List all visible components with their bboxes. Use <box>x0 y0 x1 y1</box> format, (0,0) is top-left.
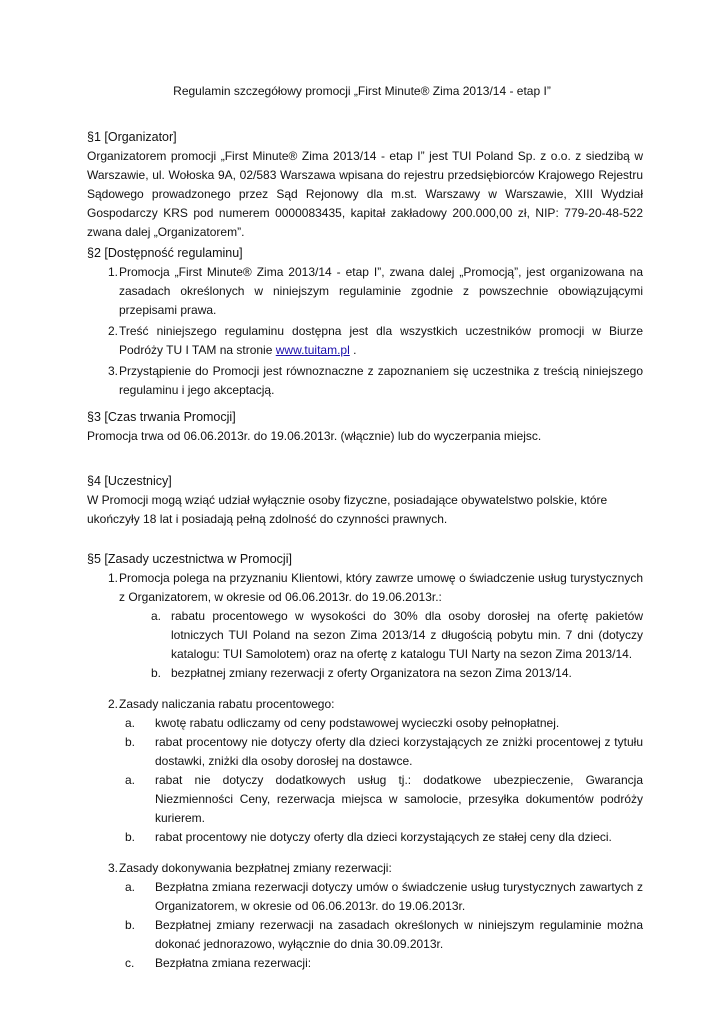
sub-text: bezpłatnej zmiany rezerwacji z oferty Organizatora na sezon Zima 2013/14. <box>171 666 572 680</box>
sub-letter: b. <box>125 918 136 932</box>
section-heading: §4 [Uczestnicy] <box>87 474 172 488</box>
list-text: Promocja polega na przyznaniu Klientowi, który zawrze umowę o świadczenie usług turystycznych z Organizatorem, w okresie od 06.06.2013r. do 19.06.2013r.: <box>119 571 643 604</box>
section-zasady <box>87 550 643 973</box>
section-organizator <box>87 128 643 242</box>
section-heading: §2 [Dostępność regulaminu] <box>87 246 243 260</box>
sub-letter: a. <box>125 716 136 730</box>
list-item <box>87 362 643 400</box>
list-text: Promocja „First Minute® Zima 2013/14 - etap I”, zwana dalej „Promocją”, jest organizowana na zasadach określonych w niniejszym regulaminie zgodnie z powszechnie obowiązującymi przepisami prawa. <box>119 265 643 317</box>
section-dostepnosc <box>87 244 643 400</box>
tuitam-link[interactable]: www.tuitam.pl <box>275 343 350 357</box>
list-text: Zasady naliczania rabatu procentowego: <box>119 697 335 711</box>
sub-item <box>87 714 643 733</box>
list-item <box>87 263 643 320</box>
sub-item <box>87 916 643 954</box>
section-text: Promocja trwa od 06.06.2013r. do 19.06.2013r. (włącznie) lub do wyczerpania miejsc. <box>87 429 542 443</box>
sub-item <box>87 828 643 847</box>
section-heading: §5 [Zasady uczestnictwa w Promocji] <box>87 552 292 566</box>
list-number: 2. <box>108 697 119 711</box>
sub-text: rabat nie dotyczy dodatkowych usług tj.: dodatkowe ubezpieczenie, Gwarancja Niezmienności Ceny, rezerwacja miejsca w samolocie, przesyłka dokumentów podróży kurierem. <box>155 773 643 825</box>
sub-item <box>87 607 643 664</box>
sub-text: rabat procentowy nie dotyczy oferty dla dzieci korzystających ze stałej ceny dla dzieci. <box>155 830 612 844</box>
section-text: W Promocji mogą wziąć udział wyłącznie osoby fizyczne, posiadające obywatelstwo polskie, które ukończyły 18 lat i posiadają pełną zdolność do czynności prawnych. <box>87 493 608 526</box>
list-number: 3. <box>108 364 119 378</box>
sub-letter: b. <box>125 735 136 749</box>
sub-text: Bezpłatnej zmiany rezerwacji na zasadach określonych w niniejszym regulaminie można dokonać jednorazowo, wyłącznie do dnia 30.09.2013r. <box>155 918 643 951</box>
sub-item <box>87 771 643 828</box>
list-number: 2. <box>108 324 119 338</box>
section-heading: §3 [Czas trwania Promocji] <box>87 410 236 424</box>
sub-text: Bezpłatna zmiana rezerwacji: <box>155 956 312 970</box>
list-item <box>87 322 643 360</box>
sub-text: Bezpłatna zmiana rezerwacji dotyczy umów o świadczenie usług turystycznych zawartych z Organizatorem, w okresie od 06.06.2013r. do 19.06.2013r. <box>155 880 643 913</box>
list-number: 3. <box>108 861 119 875</box>
sub-text: rabatu procentowego w wysokości do 30% dla osoby dorosłej na ofertę pakietów lotniczych TUI Poland na sezon Zima 2013/14 z długością pobytu min. 7 dni (dotyczy katalogu: TUI Samolotem) oraz na ofertę z katalogu TUI Narty na sezon Zima 2013/14. <box>171 609 643 661</box>
document-title: Regulamin szczegółowy promocji „First Minute® Zima 2013/14 - etap I” <box>173 84 551 98</box>
list-number: 1. <box>108 265 119 279</box>
sub-item <box>87 733 643 771</box>
sub-item <box>87 664 643 683</box>
section-czas-trwania <box>87 408 643 446</box>
sub-letter: c. <box>125 956 135 970</box>
list-item <box>87 569 643 607</box>
section-text: Organizatorem promocji „First Minute® Zima 2013/14 - etap I” jest TUI Poland Sp. z o.o. z siedzibą w Warszawie, ul. Wołoska 9A, 02/583 Warszawa wpisana do rejestru przedsiębiorców Krajowego Rejestru Sądowego prowadzonego przez Sąd Rejonowy dla m.st. Warszawy w Warszawie, XIII Wydział Gospodarczy KRS pod numerem 0000083435, kapitał zakładowy 200.000,00 zł, NIP: 779-20-48-522 zwana dalej „Organizatorem”. <box>87 149 643 239</box>
sub-item <box>87 878 643 916</box>
list-text: Zasady dokonywania bezpłatnej zmiany rezerwacji: <box>119 861 392 875</box>
list-text: Przystąpienie do Promocji jest równoznaczne z zapoznaniem się uczestnika z treścią niniejszego regulaminu i jego akceptacją. <box>119 364 643 397</box>
list-number: 1. <box>108 571 119 585</box>
list-text: Treść niniejszego regulaminu dostępna jest dla wszystkich uczestników promocji w Biurze Podróży TU I TAM na stronie <box>119 324 643 357</box>
section-uczestnicy <box>87 472 643 529</box>
sub-letter: a. <box>125 880 136 894</box>
section-heading: §1 [Organizator] <box>87 130 177 144</box>
list-text-end: . <box>349 343 357 357</box>
list-item <box>87 859 643 878</box>
sub-text: kwotę rabatu odliczamy od ceny podstawowej wycieczki osoby pełnopłatnej. <box>155 716 560 730</box>
sub-letter: b. <box>125 830 136 844</box>
sub-text: rabat procentowy nie dotyczy oferty dla dzieci korzystających ze zniżki procentowej z tytułu dostawki, zniżki dla osoby dorosłej na dostawce. <box>155 735 643 768</box>
sub-item <box>87 954 643 973</box>
sub-letter: a. <box>125 773 136 787</box>
sub-letter: a. <box>151 609 162 623</box>
sub-letter: b. <box>151 666 162 680</box>
list-item <box>87 695 643 714</box>
